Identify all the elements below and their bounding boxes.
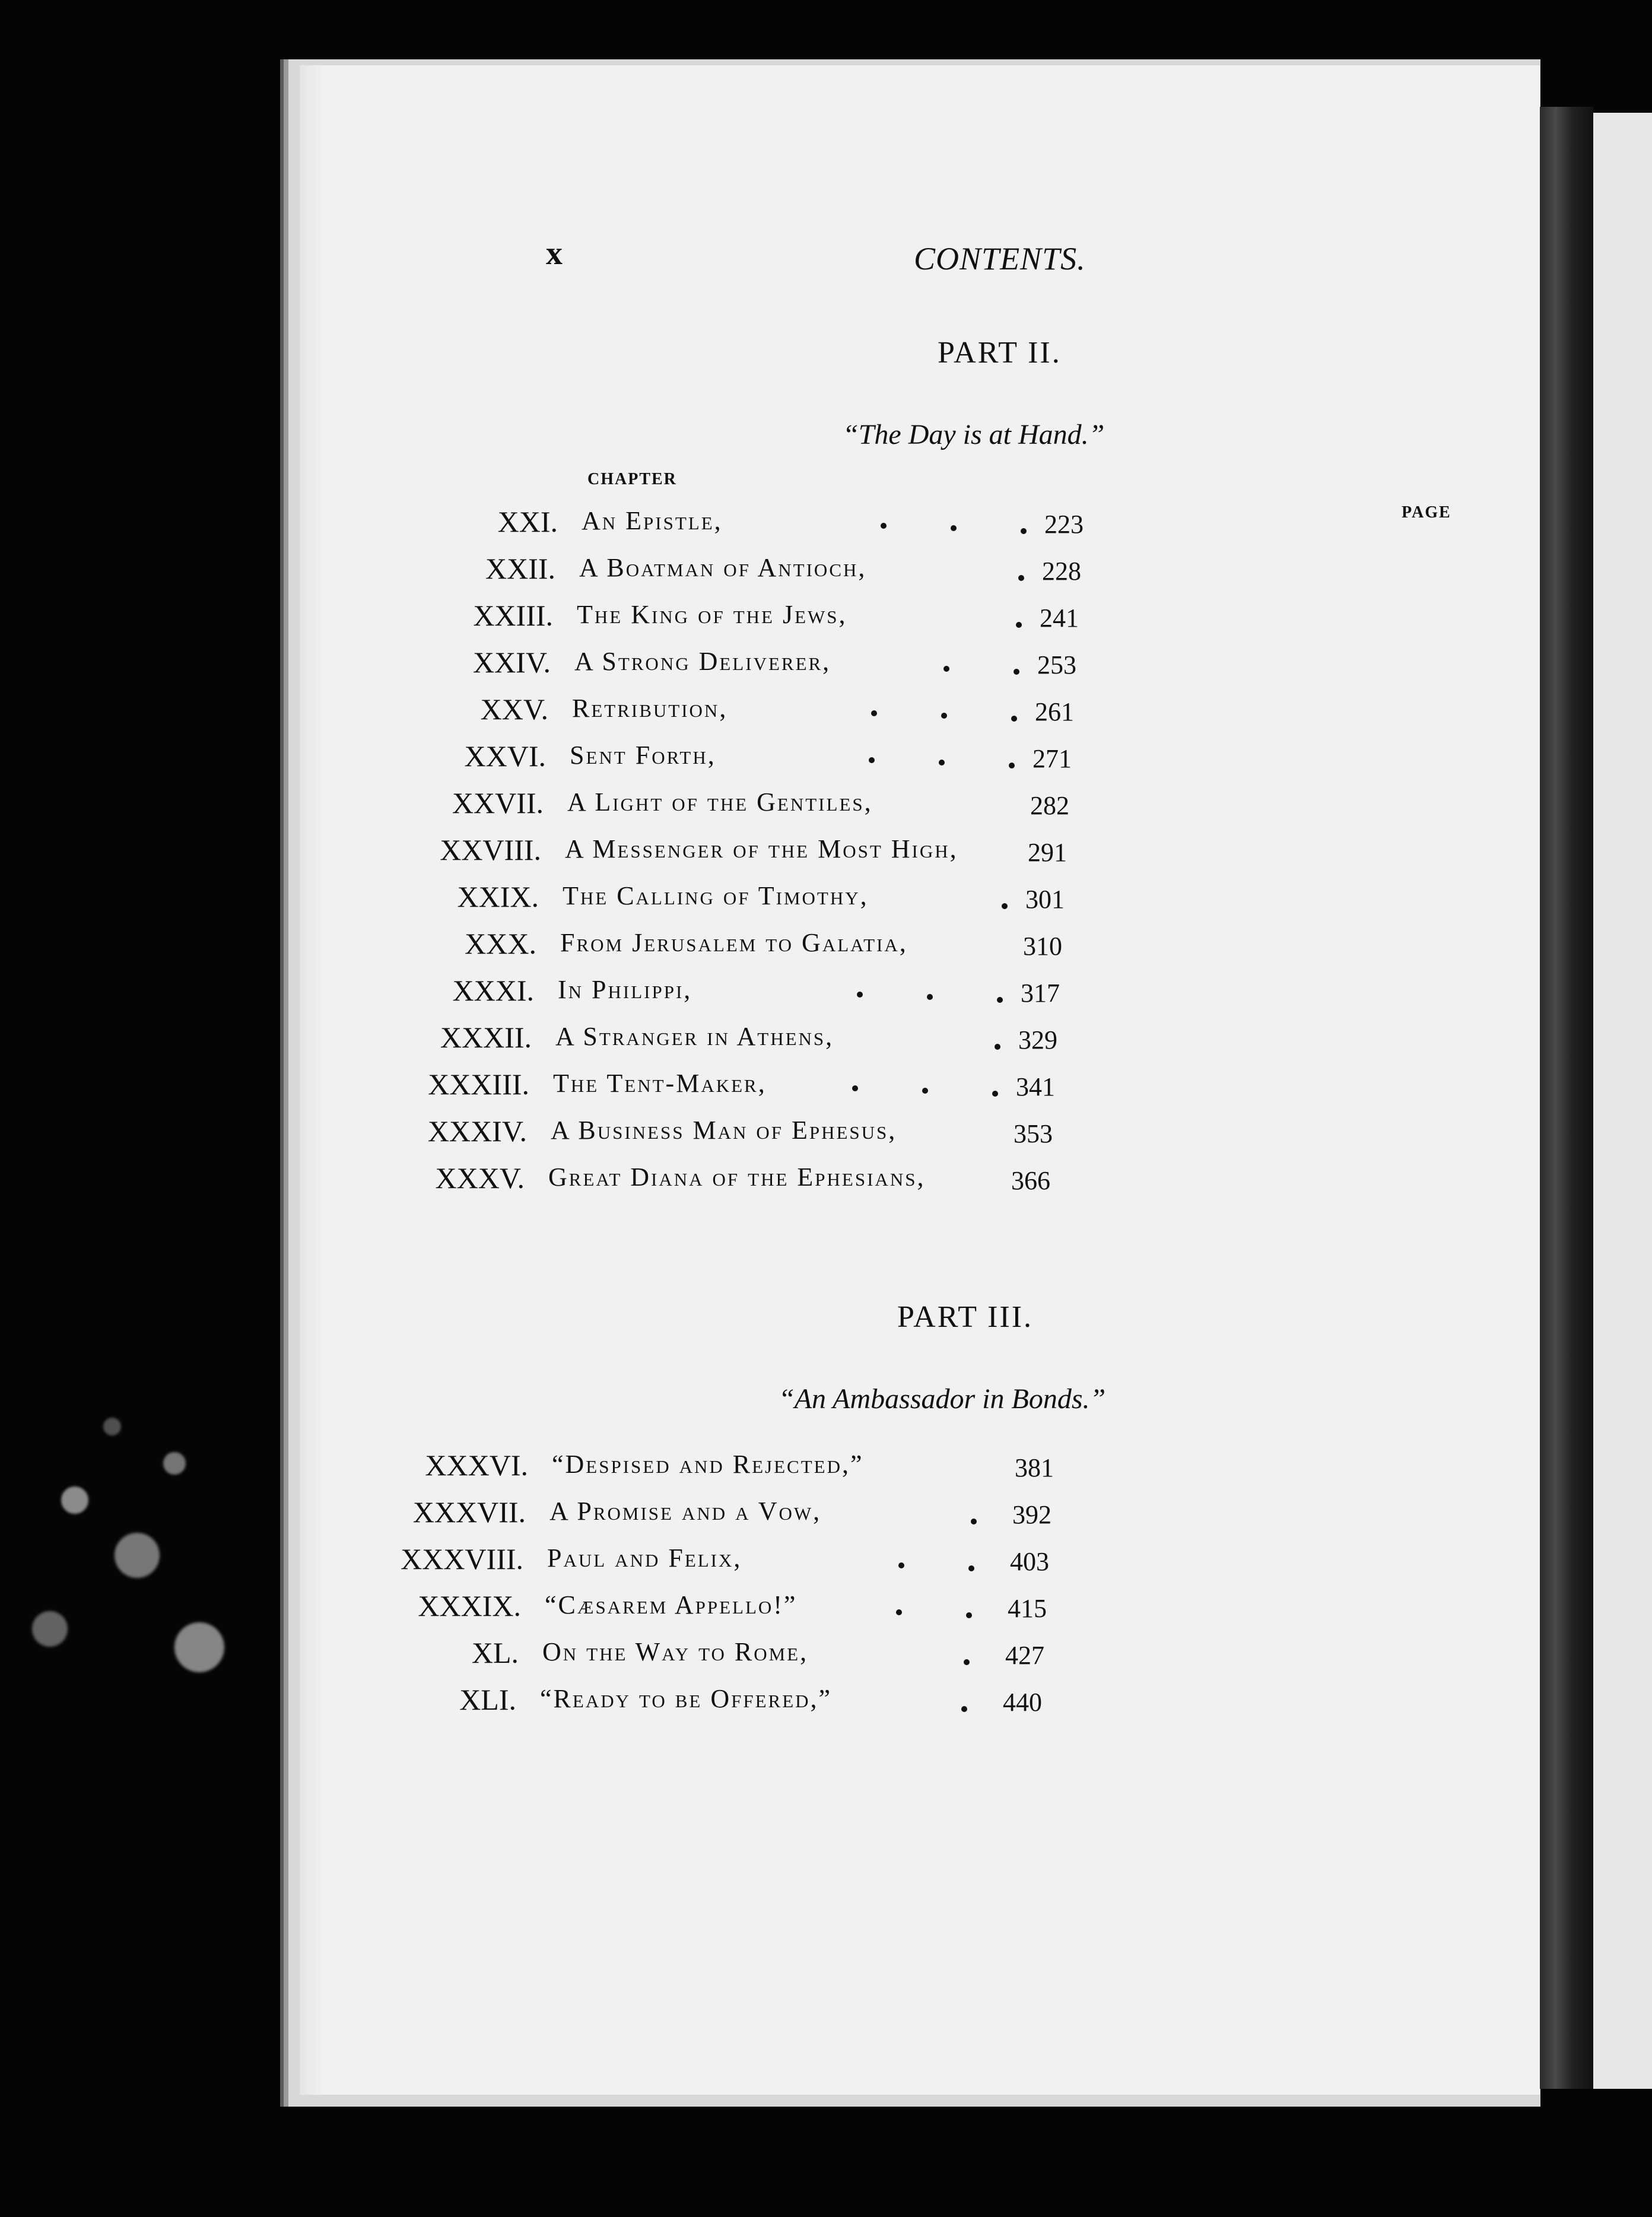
chapter-title: A Strong Deliverer, xyxy=(574,647,831,676)
leader-dot xyxy=(941,713,947,719)
leader-dot xyxy=(968,1565,974,1571)
toc-entry xyxy=(201,879,1150,921)
chapter-title: A Messenger of the Most High, xyxy=(565,834,958,863)
chapter-title: On the Way to Rome, xyxy=(542,1637,809,1666)
dot-leader xyxy=(196,973,1145,1009)
part-2-title: PART II. xyxy=(938,336,1062,370)
chapter-title: The Calling of Timothy, xyxy=(563,881,869,910)
toc-entry xyxy=(190,1448,1139,1489)
leader-dot xyxy=(881,523,887,529)
leader-dot xyxy=(852,1085,858,1091)
chapter-page: 223 xyxy=(1044,510,1084,539)
toc-entry xyxy=(210,692,1159,733)
leader-dot xyxy=(943,666,949,672)
dot-leader xyxy=(191,1067,1140,1103)
dot-leader xyxy=(180,1635,1130,1671)
leader-dot xyxy=(869,757,875,763)
leader-dot xyxy=(1016,622,1022,628)
chapter-title: Paul and Felix, xyxy=(547,1543,742,1573)
leader-dot xyxy=(995,1044,1000,1050)
chapter-page: 353 xyxy=(1014,1119,1053,1148)
leader-dot xyxy=(939,760,945,766)
leader-dot xyxy=(1002,903,1008,909)
chapter-page: 403 xyxy=(1010,1547,1049,1576)
chapter-number: XXXII. xyxy=(440,1021,532,1054)
chapter-title: “Ready to be Offered,” xyxy=(540,1684,833,1713)
dot-leader xyxy=(190,1448,1139,1484)
toc-entry xyxy=(196,973,1145,1015)
toc-entry xyxy=(183,1589,1132,1630)
chapter-title: “Cæsarem Appello!” xyxy=(545,1590,798,1619)
chapter-page: 271 xyxy=(1032,744,1072,773)
leader-dot xyxy=(857,992,863,998)
toc-entry xyxy=(215,598,1164,640)
chapter-number: XXXVII. xyxy=(412,1495,526,1529)
dot-leader xyxy=(178,1682,1127,1718)
chapter-title: “Despised and Rejected,” xyxy=(552,1450,864,1479)
chapter-page: 341 xyxy=(1016,1072,1055,1101)
chapter-page: 310 xyxy=(1023,932,1062,961)
chapter-number: XXV. xyxy=(480,693,548,726)
chapter-number: XXVIII. xyxy=(440,833,541,866)
chapter-title: Sent Forth, xyxy=(570,741,716,770)
toc-entry xyxy=(189,1114,1138,1155)
dot-leader xyxy=(217,551,1167,587)
toc-entry xyxy=(188,1495,1137,1536)
dot-leader xyxy=(189,1114,1138,1149)
book-binding xyxy=(1540,107,1593,2089)
leader-dot xyxy=(1018,575,1024,581)
leader-dot xyxy=(961,1706,967,1712)
chapter-number: XXIV. xyxy=(472,646,551,679)
chapter-page: 291 xyxy=(1028,838,1067,867)
leader-dot xyxy=(971,1519,977,1524)
chapter-title: A Business Man of Ephesus, xyxy=(551,1116,897,1145)
chapter-page: 228 xyxy=(1042,557,1081,586)
leader-dot xyxy=(1011,716,1017,722)
chapter-page: 301 xyxy=(1025,885,1065,914)
leader-dot xyxy=(966,1612,972,1618)
leader-dot xyxy=(997,997,1003,1003)
chapter-number: XXXV. xyxy=(435,1161,525,1195)
toc-entry xyxy=(220,504,1169,546)
toc-entry xyxy=(186,1161,1136,1202)
leader-dot xyxy=(896,1609,902,1615)
leader-dot xyxy=(1021,528,1027,534)
chapter-number: XXIX. xyxy=(457,880,539,913)
chapter-number: XL. xyxy=(471,1636,519,1669)
chapter-page: 415 xyxy=(1008,1594,1047,1623)
chapter-number: XXXI. xyxy=(452,974,534,1007)
chapter-page: 392 xyxy=(1012,1500,1051,1529)
dot-leader xyxy=(198,926,1148,962)
chapter-number: XXVI. xyxy=(464,739,546,773)
chapter-number: XXXVIII. xyxy=(401,1542,523,1576)
chapter-number: XXVII. xyxy=(452,786,544,820)
dot-leader xyxy=(212,645,1162,681)
toc-entry xyxy=(212,645,1162,687)
dot-leader xyxy=(203,833,1152,868)
page-number: x xyxy=(546,235,563,272)
dot-leader xyxy=(220,504,1169,540)
chapter-page: 427 xyxy=(1005,1641,1044,1670)
chapter-title: A Stranger in Athens, xyxy=(555,1022,834,1051)
chapter-title: In Philippi, xyxy=(558,975,692,1004)
dot-leader xyxy=(185,1542,1135,1577)
toc-entry xyxy=(205,786,1155,827)
chapter-number: XXXIX. xyxy=(418,1589,521,1622)
part-3-title: PART III. xyxy=(897,1300,1034,1334)
toc-entry xyxy=(193,1020,1143,1062)
chapter-page: 440 xyxy=(1003,1688,1042,1717)
chapter-number: XXII. xyxy=(485,552,555,585)
leader-dot xyxy=(964,1659,970,1665)
chapter-label: CHAPTER xyxy=(587,470,677,488)
chapter-title: A Promise and a Vow, xyxy=(549,1497,822,1526)
toc-entry xyxy=(185,1542,1135,1583)
dot-leader xyxy=(208,739,1157,774)
chapter-title: An Epistle, xyxy=(582,506,723,535)
chapter-number: XLI. xyxy=(459,1683,516,1716)
chapter-page: 282 xyxy=(1030,791,1069,820)
toc-entry xyxy=(208,739,1157,780)
part-3-motto: “An Ambassador in Bonds.” xyxy=(779,1383,1106,1415)
dot-leader xyxy=(188,1495,1137,1530)
toc-entry xyxy=(198,926,1148,968)
chapter-number: XXXIII. xyxy=(428,1068,529,1101)
chapter-title: The Tent-Maker, xyxy=(553,1069,767,1098)
chapter-title: The King of the Jews, xyxy=(577,600,847,629)
chapter-page: 329 xyxy=(1018,1025,1057,1054)
leader-dot xyxy=(1014,669,1019,675)
dot-leader xyxy=(186,1161,1136,1196)
chapter-number: XXXVI. xyxy=(425,1449,528,1482)
chapter-page: 366 xyxy=(1011,1166,1050,1195)
dot-leader xyxy=(193,1020,1143,1056)
dot-leader xyxy=(201,879,1150,915)
toc-entry xyxy=(191,1067,1140,1108)
chapter-page: 381 xyxy=(1015,1453,1054,1482)
chapter-title: Retribution, xyxy=(572,694,728,723)
chapter-number: XXIII. xyxy=(473,599,553,632)
page-label: PAGE xyxy=(1402,503,1451,522)
part-2-motto: “The Day is at Hand.” xyxy=(843,419,1105,450)
leader-dot xyxy=(871,710,877,716)
leader-dot xyxy=(922,1088,928,1094)
dot-leader xyxy=(215,598,1164,634)
chapter-page: 253 xyxy=(1037,650,1076,679)
dot-leader xyxy=(210,692,1159,728)
dot-leader xyxy=(183,1589,1132,1624)
leader-dot xyxy=(927,994,933,1000)
chapter-page: 317 xyxy=(1021,979,1060,1008)
dot-leader xyxy=(205,786,1155,821)
chapter-title: A Boatman of Antioch, xyxy=(579,553,867,582)
chapter-number: XXXIV. xyxy=(427,1114,527,1148)
toc-entry xyxy=(178,1682,1127,1724)
chapter-number: XXI. xyxy=(497,505,558,538)
chapter-title: From Jerusalem to Galatia, xyxy=(560,928,908,957)
leader-dot xyxy=(992,1091,998,1097)
leader-dot xyxy=(1009,763,1015,768)
leader-dot xyxy=(898,1562,904,1568)
toc-entry xyxy=(217,551,1167,593)
chapter-number: XXX. xyxy=(465,927,536,960)
chapter-page: 261 xyxy=(1035,697,1074,726)
facing-page xyxy=(1593,113,1652,2089)
chapter-page: 241 xyxy=(1040,604,1079,633)
toc-entry xyxy=(203,833,1152,874)
leader-dot xyxy=(951,525,957,531)
chapter-title: Great Diana of the Ephesians, xyxy=(548,1163,926,1192)
chapter-title: A Light of the Gentiles, xyxy=(567,787,873,817)
running-head: CONTENTS. xyxy=(914,241,1086,277)
toc-entry xyxy=(180,1635,1130,1677)
